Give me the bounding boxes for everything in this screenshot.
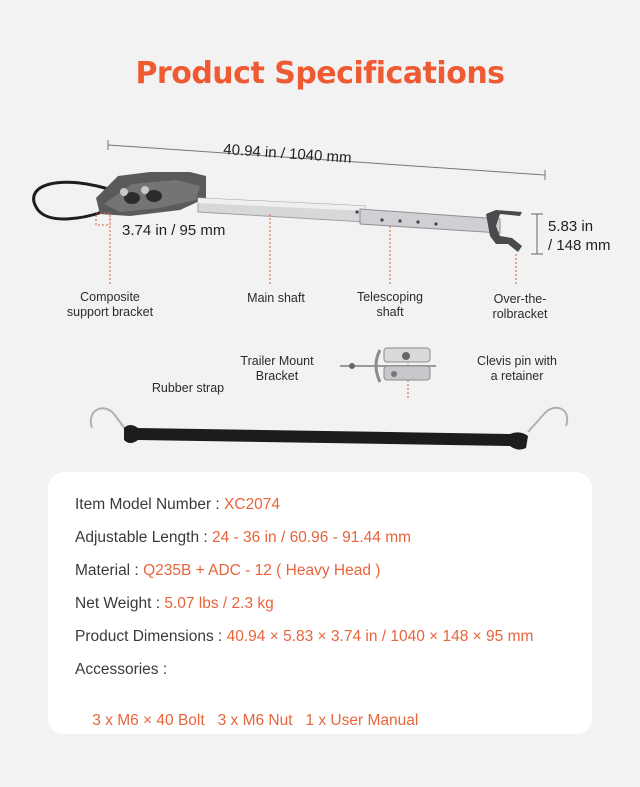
composite-bracket-label: Composite support bracket	[66, 290, 154, 319]
trailer-mount-label: Trailer Mount Bracket	[240, 354, 314, 383]
length-dimension: 40.94 in / 1040 mm	[222, 140, 353, 167]
overroll-bracket	[486, 210, 522, 252]
spec-length: Adjustable Length : 24 - 36 in / 60.96 - 91.44 mm	[75, 529, 412, 546]
spec-dimensions: Product Dimensions : 40.94 × 5.83 × 3.74 in / 1040 × 148 × 95 mm	[75, 628, 534, 645]
overroll-bracket-label: Over-the- rolbracket	[492, 292, 548, 321]
spec-weight: Net Weight : 5.07 lbs / 2.3 kg	[75, 595, 274, 612]
height-dimension-line	[531, 214, 543, 254]
spec-card	[48, 472, 592, 734]
trailer-mount-bracket	[340, 348, 436, 382]
spec-accessories-list: 3 x M6 × 40 Bolt 3 x M6 Nut 1 x User Manual	[92, 712, 419, 729]
height-dimension-value: 5.83 in	[548, 218, 594, 235]
depth-dimension: 3.74 in / 95 mm	[122, 222, 226, 239]
spec-accessories: Accessories :	[75, 661, 168, 678]
main-shaft-label: Main shaft	[247, 291, 305, 305]
rubber-strap-label: Rubber strap	[151, 381, 225, 395]
rubber-strap-drawing	[91, 408, 567, 450]
height-dimension-unit: / 148 mm	[548, 237, 611, 254]
telescoping-shaft-label: Telescoping shaft	[356, 290, 423, 319]
spec-material: Material : Q235B + ADC - 12 ( Heavy Head )	[75, 562, 381, 579]
page-title: Product Specifications	[135, 56, 505, 91]
spec-model: Item Model Number : XC2074	[75, 496, 281, 513]
clevis-pin-label: Clevis pin with a retainer	[477, 354, 557, 383]
